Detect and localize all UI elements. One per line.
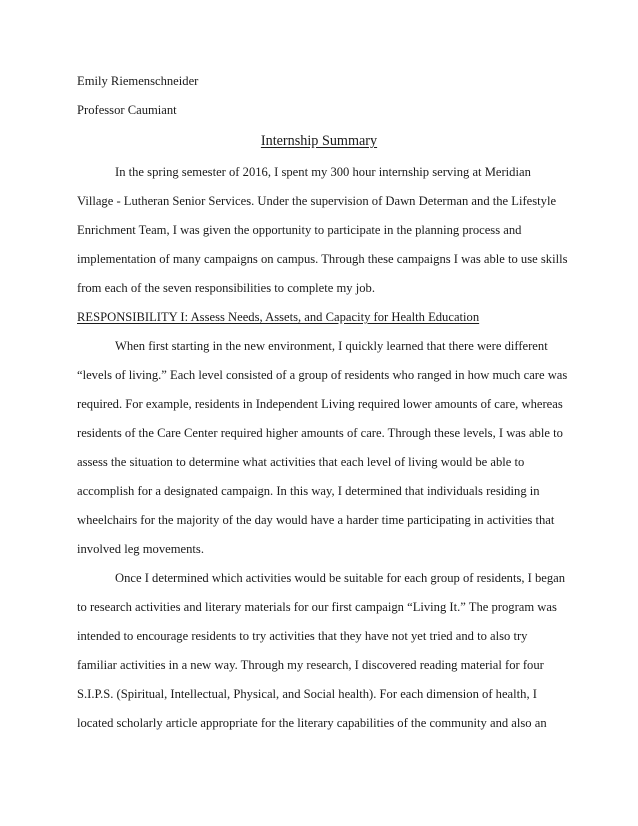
intro-line: In the spring semester of 2016, I spent my 300 hour internship serving at Meridian [115,165,531,179]
paragraph-line: involved leg movements. [77,542,204,556]
intro-line: Enrichment Team, I was given the opportunity to participate in the planning process and [77,223,522,237]
paragraph-line: accomplish for a designated campaign. In this way, I determined that individuals residing in [77,484,540,498]
author-name: Emily Riemenschneider [77,74,199,88]
intro-line: Village - Lutheran Senior Services. Under the supervision of Dawn Determan and the Lifestyle [77,194,557,208]
intro-line: implementation of many campaigns on campus. Through these campaigns I was able to use skills [77,252,568,266]
paragraph-line: When first starting in the new environment, I quickly learned that there were different [115,339,548,353]
paragraph-line: Once I determined which activities would be suitable for each group of residents, I began [115,571,566,585]
paragraph-line: to research activities and literary materials for our first campaign “Living It.” The program was [77,600,557,614]
section-heading: RESPONSIBILITY I: Assess Needs, Assets, and Capacity for Health Education [77,310,480,324]
document-title: Internship Summary [260,133,378,149]
paragraph-line: required. For example, residents in Independent Living required lower amounts of care, whereas [77,397,563,411]
intro-line: from each of the seven responsibilities to complete my job. [77,281,375,295]
paragraph-line: intended to encourage residents to try activities that they have not yet tried and to also try [77,629,528,643]
paragraph-line: “levels of living.” Each level consisted of a group of residents who ranged in how much care was [77,368,568,382]
paragraph-line: assess the situation to determine what activities that each level of living would be able to [77,455,525,469]
paragraph-line: S.I.P.S. (Spiritual, Intellectual, Physical, and Social health). For each dimension of health, I [77,687,537,701]
professor-name: Professor Caumiant [77,103,177,117]
paragraph-line: wheelchairs for the majority of the day would have a harder time participating in activities that [77,513,555,527]
paragraph-line: familiar activities in a new way. Through my research, I discovered reading material for four [77,658,544,672]
paragraph-line: located scholarly article appropriate for the literary capabilities of the community and also an [77,716,547,730]
paragraph-line: residents of the Care Center required higher amounts of care. Through these levels, I was able to [77,426,563,440]
